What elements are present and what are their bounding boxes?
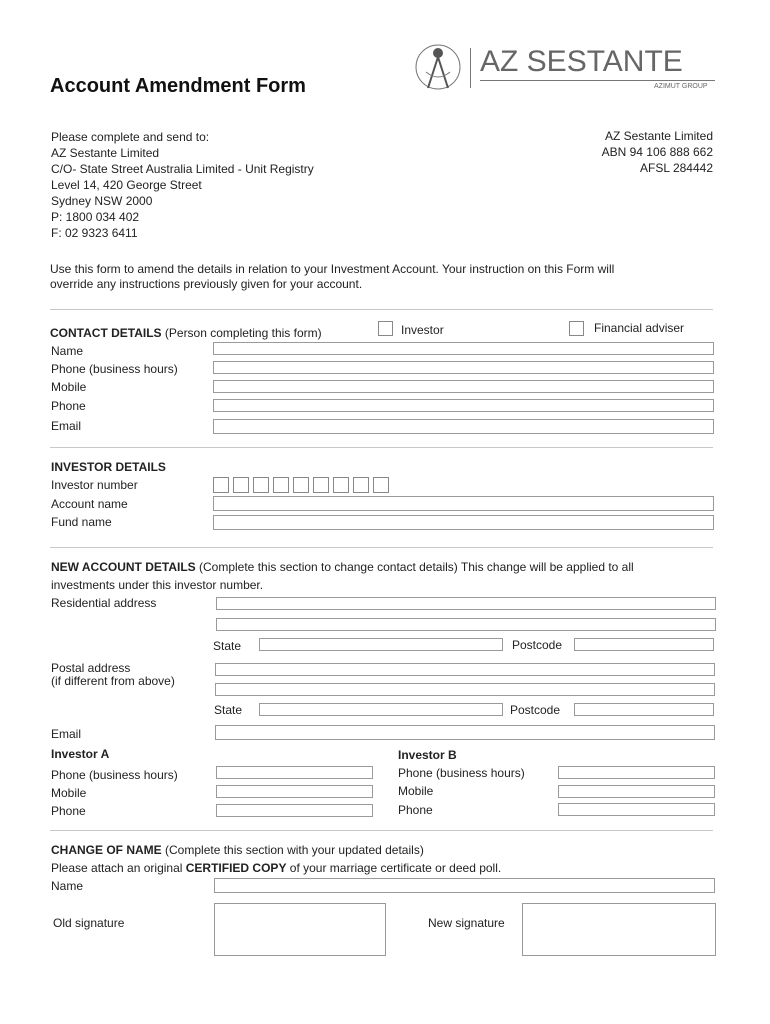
investor-b-mobile-field[interactable] xyxy=(558,785,715,798)
residential-address-line2-field[interactable] xyxy=(216,618,716,631)
residential-postcode-label: Postcode xyxy=(512,638,563,652)
investor-number-digit[interactable] xyxy=(373,477,389,493)
investor-number-digit[interactable] xyxy=(213,477,229,493)
old-signature-box[interactable] xyxy=(214,903,386,956)
postal-postcode-field[interactable] xyxy=(574,703,714,716)
investor-a-phone-label: Phone xyxy=(51,804,86,818)
residential-postcode-field[interactable] xyxy=(574,638,714,651)
investor-a-mobile-field[interactable] xyxy=(216,785,373,798)
account-name-field[interactable] xyxy=(213,496,714,511)
investor-number-digit[interactable] xyxy=(333,477,349,493)
send-to-line: Sydney NSW 2000 xyxy=(51,194,153,208)
investor-number-digit[interactable] xyxy=(293,477,309,493)
postal-state-label: State xyxy=(214,703,243,717)
intro-line: override any instructions previously given for your account. xyxy=(50,277,363,291)
contact-mobile-label: Mobile xyxy=(51,380,87,394)
investor-b-phone-label: Phone xyxy=(398,803,433,817)
divider xyxy=(50,447,713,448)
financial-adviser-label: Financial adviser xyxy=(594,321,685,335)
new-email-field[interactable] xyxy=(215,725,715,740)
investor-number-digit[interactable] xyxy=(313,477,329,493)
investor-details-heading: INVESTOR DETAILS xyxy=(51,460,166,474)
company-line: ABN 94 106 888 662 xyxy=(601,145,713,159)
contact-phone-label: Phone xyxy=(51,399,86,413)
old-signature-label: Old signature xyxy=(53,916,125,930)
investor-a-heading: Investor A xyxy=(51,747,110,761)
investor-b-phone-business-label: Phone (business hours) xyxy=(398,766,525,780)
logo-brand: AZ SESTANTE xyxy=(480,45,683,78)
account-name-label: Account name xyxy=(51,497,128,511)
financial-adviser-checkbox[interactable] xyxy=(569,321,584,336)
new-name-field[interactable] xyxy=(214,878,715,893)
send-to-line: F: 02 9323 6411 xyxy=(51,226,138,240)
contact-name-label: Name xyxy=(51,344,84,358)
investor-checkbox[interactable] xyxy=(378,321,393,336)
investor-a-phone-business-field[interactable] xyxy=(216,766,373,779)
postal-address-line1-field[interactable] xyxy=(215,663,715,676)
contact-email-label: Email xyxy=(51,419,82,433)
contact-phone-business-field[interactable] xyxy=(213,361,714,374)
divider xyxy=(50,830,713,831)
contact-phone-business-label: Phone (business hours) xyxy=(51,362,178,376)
fund-name-field[interactable] xyxy=(213,515,714,530)
postal-state-field[interactable] xyxy=(259,703,503,716)
divider xyxy=(50,309,713,310)
divider xyxy=(50,547,713,548)
logo xyxy=(414,42,716,92)
contact-heading: CONTACT DETAILS (Person completing this form) xyxy=(50,326,322,340)
new-signature-box[interactable] xyxy=(522,903,716,956)
investor-b-heading: Investor B xyxy=(398,748,457,762)
compass-icon xyxy=(414,42,464,92)
page-title: Account Amendment Form xyxy=(50,75,306,97)
contact-name-field[interactable] xyxy=(213,342,714,355)
new-email-label: Email xyxy=(51,727,82,741)
logo-divider xyxy=(470,48,471,88)
investor-number-digit[interactable] xyxy=(353,477,369,493)
fund-name-label: Fund name xyxy=(51,515,112,529)
new-account-note: investments under this investor number. xyxy=(51,578,264,592)
logo-group: AZIMUT GROUP xyxy=(654,83,708,90)
new-account-heading: NEW ACCOUNT DETAILS (Complete this section to change contact details) This change will be applied to all xyxy=(51,560,634,574)
investor-number-digit[interactable] xyxy=(253,477,269,493)
send-to-line: Please complete and send to: xyxy=(51,130,210,144)
send-to-line: P: 1800 034 402 xyxy=(51,210,140,224)
new-name-label: Name xyxy=(51,879,84,893)
investor-number-digit[interactable] xyxy=(273,477,289,493)
investor-b-phone-field[interactable] xyxy=(558,803,715,816)
residential-address-line1-field[interactable] xyxy=(216,597,716,610)
postal-address-line2-field[interactable] xyxy=(215,683,715,696)
company-line: AZ Sestante Limited xyxy=(604,129,713,143)
change-of-name-heading: CHANGE OF NAME (Complete this section with your updated details) xyxy=(51,843,424,857)
logo-underline xyxy=(480,80,715,81)
contact-phone-field[interactable] xyxy=(213,399,714,412)
certified-copy-instruction: Please attach an original CERTIFIED COPY of your marriage certificate or deed poll. xyxy=(51,861,502,875)
investor-a-mobile-label: Mobile xyxy=(51,786,87,800)
postal-address-label: Postal address xyxy=(51,661,131,675)
residential-address-label: Residential address xyxy=(51,596,157,610)
investor-option-label: Investor xyxy=(401,323,444,337)
send-to-line: C/O- State Street Australia Limited - Unit Registry xyxy=(51,162,314,176)
investor-a-phone-field[interactable] xyxy=(216,804,373,817)
intro-line: Use this form to amend the details in relation to your Investment Account. Your instruction on this Form will xyxy=(50,262,615,276)
send-to-line: Level 14, 420 George Street xyxy=(51,178,202,192)
contact-mobile-field[interactable] xyxy=(213,380,714,393)
investor-b-mobile-label: Mobile xyxy=(398,784,434,798)
postal-postcode-label: Postcode xyxy=(510,703,561,717)
contact-email-field[interactable] xyxy=(213,419,714,434)
investor-number-digit[interactable] xyxy=(233,477,249,493)
postal-address-note: (if different from above) xyxy=(51,674,175,688)
residential-state-label: State xyxy=(213,639,242,653)
company-line: AFSL 284442 xyxy=(640,161,713,175)
new-signature-label: New signature xyxy=(428,916,505,930)
residential-state-field[interactable] xyxy=(259,638,503,651)
investor-number-label: Investor number xyxy=(51,478,138,492)
investor-b-phone-business-field[interactable] xyxy=(558,766,715,779)
send-to-line: AZ Sestante Limited xyxy=(51,146,160,160)
investor-a-phone-business-label: Phone (business hours) xyxy=(51,768,178,782)
